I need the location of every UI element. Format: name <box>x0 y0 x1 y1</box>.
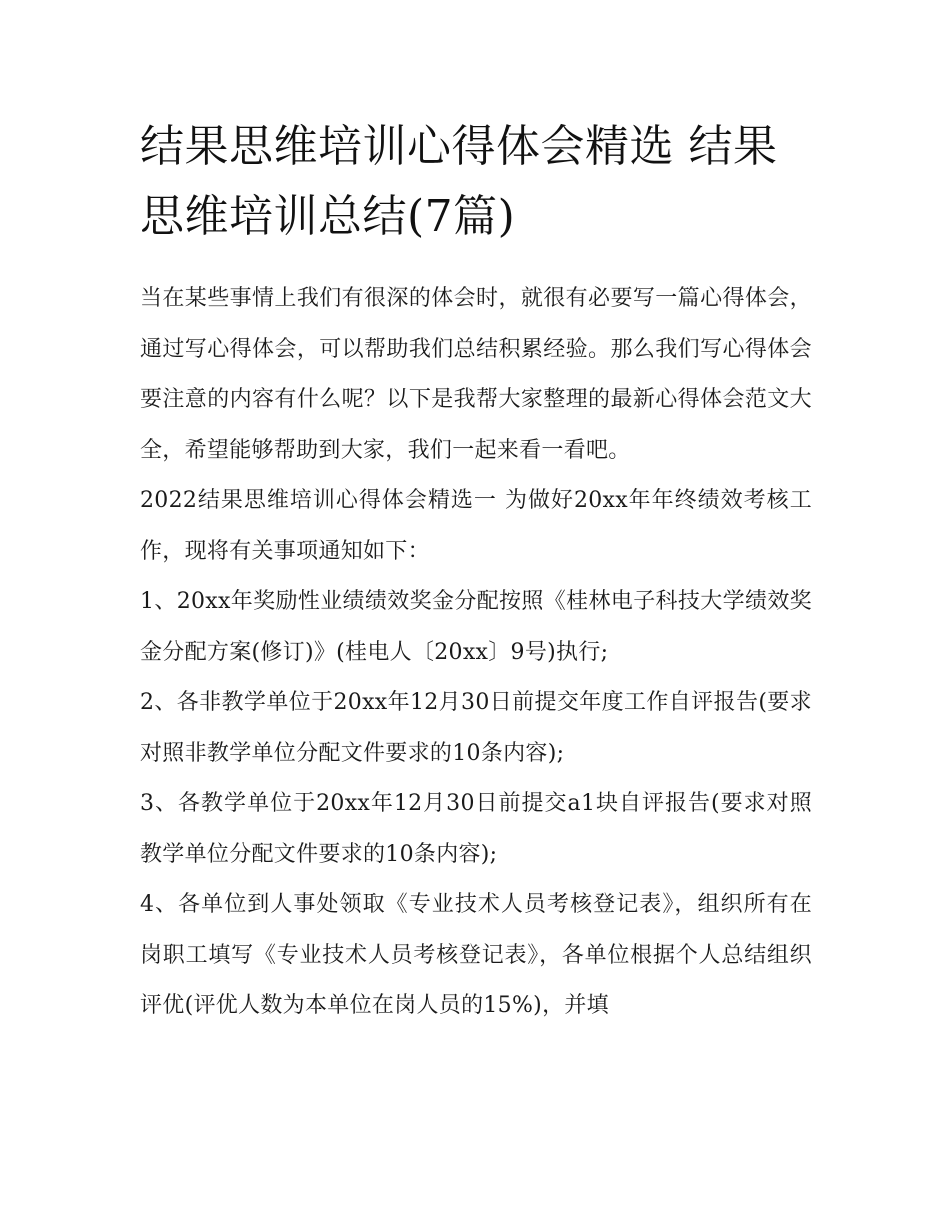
list-item-4: 4、各单位到人事处领取《专业技术人员考核登记表》，组织所有在岗职工填写《专业技术人员考核登记表》，各单位根据个人总结组织评优(评优人数为本单位在岗人员的15%)，并填 <box>140 892 812 1018</box>
list-item-2: 2、各非教学单位于20xx年12月30日前提交年度工作自评报告(要求对照非教学单位分配文件要求的10条内容); <box>140 690 812 766</box>
list-item-3: 3、各教学单位于20xx年12月30日前提交a1块自评报告(要求对照教学单位分配文件要求的10条内容); <box>140 791 812 867</box>
section-one-paragraph: 2022结果思维培训心得体会精选一 为做好20xx年年终绩效考核工作，现将有关事项通知如下： <box>140 488 812 564</box>
document-content <box>140 112 812 1032</box>
document-title: 结果思维培训心得体会精选 结果思维培训总结(7篇) <box>140 121 778 242</box>
list-item-1: 1、20xx年奖励性业绩绩效奖金分配按照《桂林电子科技大学绩效奖金分配方案(修订)》(桂电人〔20xx〕9号)执行; <box>140 589 812 665</box>
intro-paragraph: 当在某些事情上我们有很深的体会时，就很有必要写一篇心得体会，通过写心得体会，可以帮助我们总结积累经验。那么我们写心得体会要注意的内容有什么呢？以下是我帮大家整理的最新心得体会范文大全，希望能够帮助到大家，我们一起来看一看吧。 <box>140 286 812 463</box>
document-body <box>140 274 812 1032</box>
